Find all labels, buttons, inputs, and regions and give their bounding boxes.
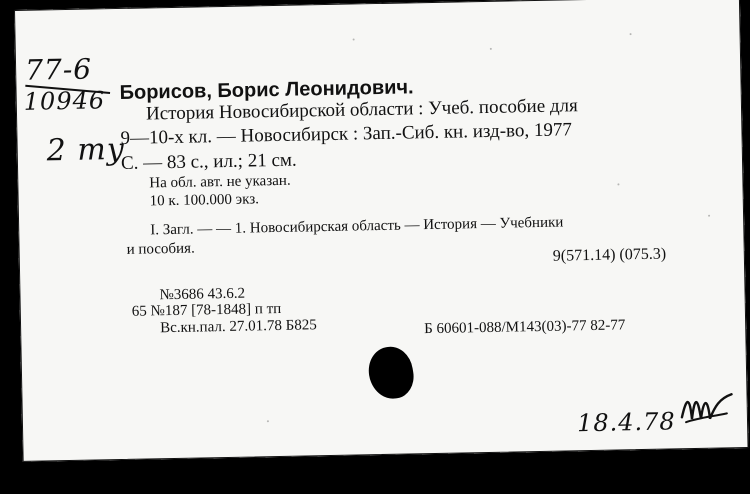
scan-speck <box>617 183 619 185</box>
price-copies-line: 10 к. 100.000 экз. <box>149 191 260 210</box>
handwritten-mark: 2 ту <box>46 131 126 169</box>
publication-line: 9—10-х кл. — Новосибирск : Зап.-Сиб. кн. изд-во, 1977 <box>120 119 573 149</box>
signature-icon <box>679 388 734 427</box>
scan-speck <box>267 420 269 422</box>
scan-speck <box>490 48 492 50</box>
catalog-card <box>14 0 749 462</box>
order-number: Б 60601-088/М143(03)-77 82-77 <box>424 317 626 338</box>
author-heading: Борисов, Борис Леонидович. <box>119 76 414 104</box>
scan-speck <box>353 38 355 40</box>
shelf-mark-top: 77-6 <box>24 52 93 87</box>
inventory-number: 10946 <box>23 86 106 116</box>
classification-code: 9(571.14) (075.3) <box>552 245 667 265</box>
technical-line: 65 №187 [78-1848] п тп <box>131 300 282 320</box>
title-line: История Новосибирской области : Учеб. пособие для <box>145 95 578 125</box>
note-line: На обл. авт. не указан. <box>149 172 291 192</box>
technical-line: №3686 43.6.2 <box>159 285 246 304</box>
ink-stamp <box>365 344 417 402</box>
scan-speck <box>630 33 632 35</box>
physical-description: С. — 83 с., ил.; 21 см. <box>120 149 297 174</box>
subject-line-continuation: и пособия. <box>126 240 195 258</box>
subject-line: I. Загл. — — 1. Новосибирская область — История — Учебники <box>150 214 564 239</box>
handwritten-date: 18.4.78 <box>576 407 676 438</box>
technical-line: Вс.кн.пал. 27.01.78 Б825 <box>159 317 317 337</box>
scan-speck <box>708 215 710 217</box>
